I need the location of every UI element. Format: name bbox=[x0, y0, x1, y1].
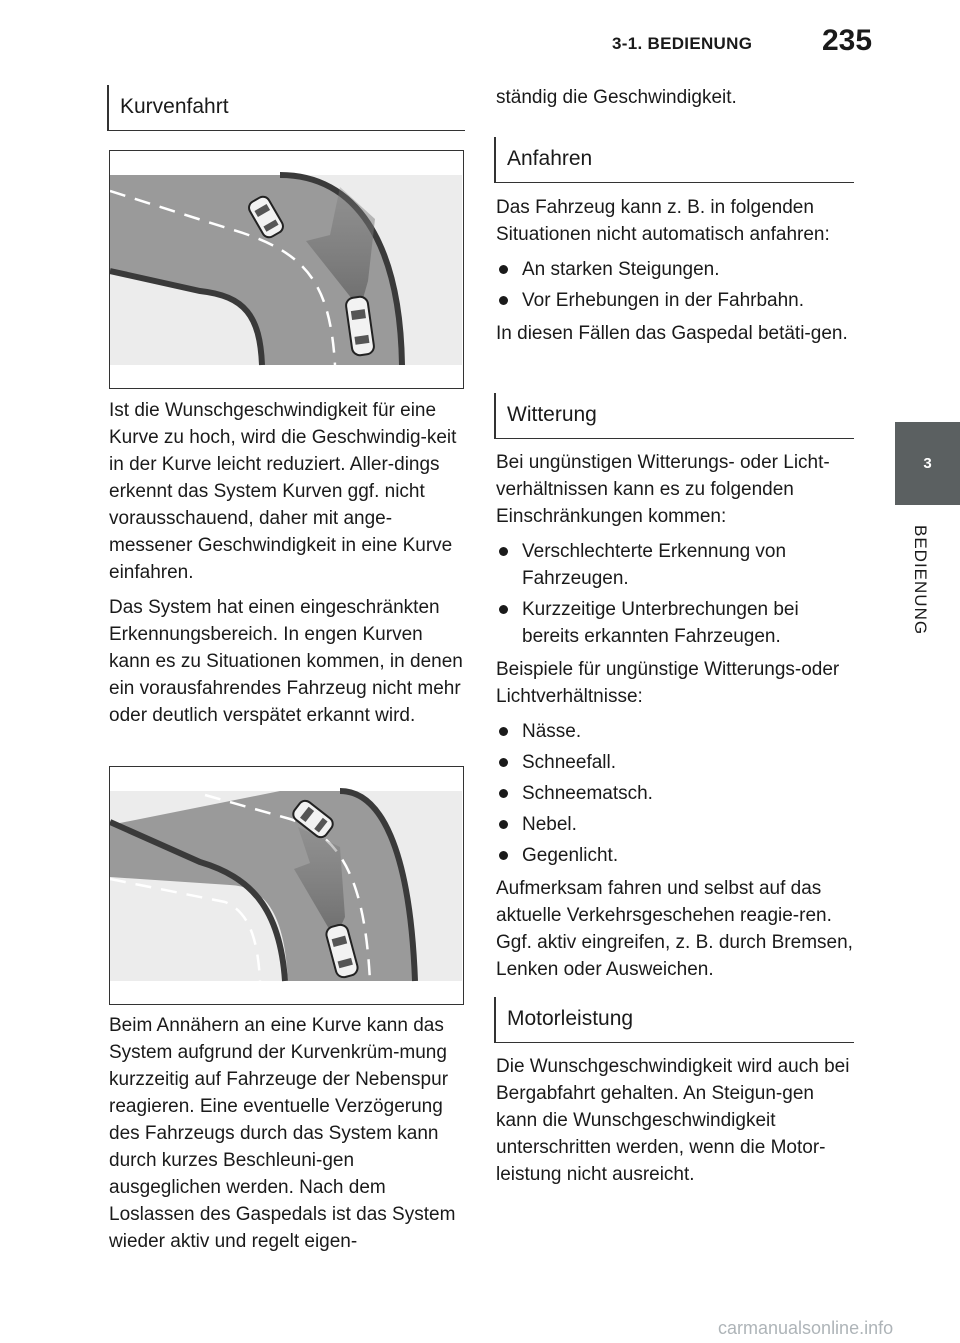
paragraph: Ist die Wunschgeschwindigkeit für eine Kurve zu hoch, wird die Geschwindig-keit in der Kurve leicht reduziert. Aller-dings erkennt das System Kurven ggf. nicht vorausschauend, daher mit ange-messener Geschwindigkeit in eine Kurve einfahren. bbox=[109, 400, 457, 583]
list-item: Verschlechterte Erkennung von Fahrzeugen. bbox=[496, 538, 854, 592]
paragraph: Aufmerksam fahren und selbst auf das aktuelle Verkehrsgeschehen reagie-ren. Ggf. aktiv eingreifen, z. B. durch Bremsen, Lenken oder Ausweichen. bbox=[496, 878, 853, 980]
anfahren-block bbox=[496, 194, 854, 355]
left-text-block-2 bbox=[109, 1012, 465, 1263]
witterung-block bbox=[496, 449, 854, 991]
list-item: Nässe. bbox=[496, 718, 854, 745]
curve-illustration-1 bbox=[110, 151, 462, 387]
chapter-tab-label: BEDIENUNG bbox=[911, 525, 930, 636]
paragraph: ständig die Geschwindigkeit. bbox=[496, 87, 737, 108]
list-item: An starken Steigungen. bbox=[496, 256, 854, 283]
paragraph: Beispiele für ungünstige Witterungs-oder Lichtverhältnisse: bbox=[496, 659, 840, 707]
watermark: carmanualsonline.info bbox=[718, 1318, 894, 1338]
left-text-block-1 bbox=[109, 397, 465, 737]
paragraph: Beim Annähern an eine Kurve kann das System aufgrund der Kurvenkrüm-mung kurzzeitig auf Fahrzeuge der Nebenspur reagieren. Eine eventuelle Verzögerung des Fahrzeugs durch das System kann durch kurzes Beschleuni-gen ausgeglichen werden. Nach dem Loslassen des Gaspedals ist das System wieder aktiv und regelt eigen- bbox=[109, 1015, 456, 1252]
list-item: Schneematsch. bbox=[496, 780, 854, 807]
paragraph: Bei ungünstigen Witterungs- oder Licht-verhältnissen kann es zu folgenden Einschränkungen kommen: bbox=[496, 452, 830, 527]
heading-anfahren: Anfahren bbox=[494, 137, 854, 183]
list-item: Gegenlicht. bbox=[496, 842, 854, 869]
bullet-list bbox=[496, 256, 854, 314]
curve-figure-1 bbox=[109, 150, 464, 389]
page-number: 235 bbox=[822, 24, 873, 57]
list-item: Nebel. bbox=[496, 811, 854, 838]
heading-kurvenfahrt: Kurvenfahrt bbox=[107, 85, 465, 131]
section-title: 3-1. BEDIENUNG bbox=[612, 34, 753, 53]
heading-witterung: Witterung bbox=[494, 393, 854, 439]
curve-illustration-2 bbox=[110, 767, 462, 1003]
paragraph: Das System hat einen eingeschränkten Erkennungsbereich. In engen Kurven kann es zu Situationen kommen, in denen ein vorausfahrendes Fahrzeug nicht mehr oder deutlich verspätet erkannt wird. bbox=[109, 597, 463, 726]
chapter-tab[interactable]: 3 bbox=[895, 422, 960, 505]
paragraph: Das Fahrzeug kann z. B. in folgenden Situationen nicht automatisch anfahren: bbox=[496, 197, 830, 245]
list-item: Schneefall. bbox=[496, 749, 854, 776]
list-item: Kurzzeitige Unterbrechungen bei bereits erkannten Fahrzeugen. bbox=[496, 596, 854, 650]
bullet-list bbox=[496, 718, 854, 869]
motor-block bbox=[496, 1053, 854, 1196]
continuation-text bbox=[496, 84, 854, 119]
paragraph: Die Wunschgeschwindigkeit wird auch bei Bergabfahrt gehalten. An Steigun-gen kann die Wunschgeschwindigkeit unterschritten werden, wenn die Motor-leistung nicht ausreicht. bbox=[496, 1056, 850, 1185]
heading-motorleistung: Motorleistung bbox=[494, 997, 854, 1043]
bullet-list bbox=[496, 538, 854, 650]
list-item: Vor Erhebungen in der Fahrbahn. bbox=[496, 287, 854, 314]
paragraph: In diesen Fällen das Gaspedal betäti-gen. bbox=[496, 323, 848, 344]
curve-figure-2 bbox=[109, 766, 464, 1005]
